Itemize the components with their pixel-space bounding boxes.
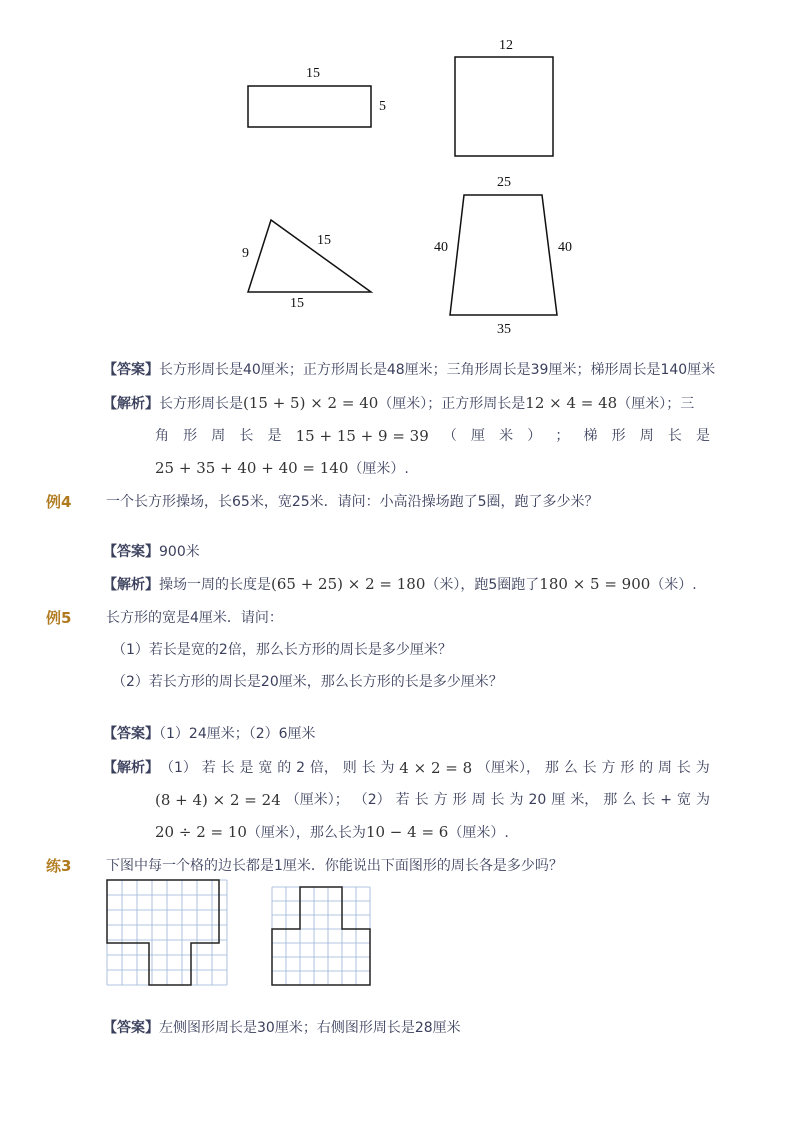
word: 则 (342, 760, 357, 776)
ex5-analysis-line1 (160, 758, 710, 778)
word: 的 (639, 760, 654, 776)
word: 长 (582, 760, 597, 776)
left-shape-outline (107, 880, 219, 985)
word: 厘 (551, 792, 566, 808)
ex3-analysis-line1 (103, 393, 694, 414)
word: ） (527, 428, 542, 444)
word: 20 (528, 792, 547, 808)
word: 是 (267, 428, 282, 444)
word: 那 (544, 760, 559, 776)
ex3-analysis-line2 (155, 426, 710, 446)
word: 形 (620, 760, 635, 776)
word: 长 (361, 760, 376, 776)
math-expression: (8 + 4) × 2 = 24 (155, 791, 281, 809)
ex3-answer-line (103, 360, 715, 380)
ex4-answer-text: 900米 (159, 544, 200, 560)
square-side-label: 12 (499, 38, 513, 53)
analysis-text: （厘米）. (348, 461, 409, 477)
word: 角 (155, 428, 169, 444)
rectangle-shape (248, 86, 371, 127)
trapezoid-top-label: 25 (497, 175, 511, 190)
word: 的 (277, 760, 292, 776)
example-5-question-2: （2）若长方形的周长是20厘米，那么长方形的长是多少厘米？ (112, 674, 503, 690)
word: 周 (471, 792, 486, 808)
word: 长 (676, 760, 691, 776)
word: 2 (296, 760, 305, 776)
word: 方 (601, 760, 616, 776)
example-5-label: 例5 (46, 609, 72, 627)
math-expression: 10 − 4 = 6 (365, 823, 449, 841)
trapezoid-shape (450, 195, 557, 315)
example-5-question: 长方形的宽是4厘米．请问： (106, 610, 283, 626)
word: 为 (380, 760, 395, 776)
word: 形 (611, 428, 626, 444)
math-expression: 15 + 15 + 9 = 39 (295, 427, 429, 445)
math-expression: (15 + 5) × 2 = 40 (243, 394, 379, 412)
ex5-analysis-line3 (155, 822, 509, 843)
ex3-analysis-line3 (155, 458, 409, 479)
word: 宽 (676, 792, 691, 808)
right-shape-outline (272, 887, 370, 985)
grid-figures (100, 875, 390, 990)
math-expression: (65 + 25) × 2 = 180 (271, 575, 426, 593)
answer-tag: 【答案】 (103, 726, 159, 742)
word: 梯 (583, 428, 598, 444)
math-expression: 180 × 5 = 900 (539, 575, 651, 593)
triangle-left-label: 9 (242, 246, 249, 261)
math-expression: 25 + 35 + 40 + 40 = 140 (155, 459, 349, 477)
word: ； (555, 428, 570, 444)
answer-tag: 【答案】 (103, 362, 159, 378)
word: 米， (570, 792, 599, 808)
word: 厘 (471, 428, 485, 444)
word: （厘米）； (285, 792, 349, 808)
math-expression: 20 ÷ 2 = 10 (155, 823, 247, 841)
trapezoid-left-label: 40 (434, 240, 448, 255)
analysis-text: （厘米）. (448, 825, 509, 841)
word: + (660, 792, 672, 808)
math-expression: 12 × 4 = 48 (525, 394, 618, 412)
word: 若 (395, 792, 410, 808)
word: （ (442, 428, 457, 444)
analysis-text: （厘米）；正方形周长是 (378, 396, 526, 412)
analysis-text: （米）. (650, 577, 697, 593)
word: 宽 (258, 760, 273, 776)
word: 米 (499, 428, 514, 444)
analysis-text: （厘米），那么长为 (246, 825, 366, 841)
practice-3-label: 练3 (46, 857, 72, 875)
left-grid (107, 880, 227, 985)
analysis-text: （米），跑5圈跑了 (425, 577, 540, 593)
word: 为 (695, 792, 710, 808)
analysis-tag: 【解析】 (103, 760, 159, 776)
word: 长 (667, 428, 682, 444)
word: 长 (220, 760, 235, 776)
word: 若 (201, 760, 216, 776)
answer-tag: 【答案】 (103, 544, 159, 560)
example-4-question: 一个长方形操场，长65米，宽25米．请问：小高沿操场跑了5圈，跑了多少米？ (106, 494, 599, 510)
analysis-text: 长方形周长是 (159, 396, 243, 412)
word: 么 (622, 792, 637, 808)
ex5-analysis-tag-line (103, 758, 159, 778)
word: 为 (695, 760, 710, 776)
word: 长 (239, 428, 254, 444)
trapezoid-bottom-label: 35 (497, 322, 511, 337)
rectangle-length-label: 15 (306, 66, 320, 81)
analysis-text: 操场一周的长度是 (159, 577, 271, 593)
word: 长 (414, 792, 429, 808)
word: （厘米）， (477, 760, 540, 776)
word: 倍， (309, 760, 338, 776)
trapezoid-right-label: 40 (558, 240, 572, 255)
pr3-answer-text: 左侧图形周长是30厘米；右侧图形周长是28厘米 (159, 1020, 461, 1036)
word: 为 (509, 792, 524, 808)
analysis-tag: 【解析】 (103, 396, 159, 412)
word: 方 (433, 792, 448, 808)
word: 周 (658, 760, 673, 776)
word: 长 (641, 792, 656, 808)
word: 周 (211, 428, 226, 444)
analysis-tag: 【解析】 (103, 577, 159, 593)
ex5-analysis-line2 (155, 790, 710, 810)
example-4-label: 例4 (46, 493, 72, 511)
analysis-text: （厘米）；三 (617, 396, 695, 412)
word: 长 (490, 792, 505, 808)
triangle-shape (248, 220, 371, 292)
shapes-figure (0, 0, 800, 345)
word: 形 (183, 428, 198, 444)
ex4-answer-line (103, 542, 200, 562)
word: 周 (639, 428, 654, 444)
word: （1） (160, 760, 197, 776)
ex3-answer-text: 长方形周长是40厘米；正方形周长是48厘米；三角形周长是39厘米；梯形周长是140厘米 (159, 362, 716, 378)
word: 那 (603, 792, 618, 808)
word: （2） (353, 792, 391, 808)
square-shape (455, 57, 553, 156)
triangle-hypotenuse-label: 15 (317, 233, 331, 248)
ex4-analysis-line (103, 574, 697, 595)
word: 形 (452, 792, 467, 808)
word: 是 (696, 428, 710, 444)
right-grid (272, 887, 370, 985)
rectangle-width-label: 5 (379, 99, 386, 114)
pr3-answer-line (103, 1018, 461, 1038)
ex5-answer-text: （1）24厘米；（2）6厘米 (159, 726, 316, 742)
word: 么 (563, 760, 578, 776)
practice-3-question: 下图中每一个格的边长都是1厘米．你能说出下面图形的周长各是多少吗？ (106, 858, 563, 874)
example-5-question-1: （1）若长是宽的2倍，那么长方形的周长是多少厘米？ (112, 642, 452, 658)
word: 是 (239, 760, 254, 776)
math-expression: 4 × 2 = 8 (399, 759, 473, 777)
answer-tag: 【答案】 (103, 1020, 159, 1036)
ex5-answer-line (103, 724, 316, 744)
triangle-base-label: 15 (290, 296, 304, 311)
